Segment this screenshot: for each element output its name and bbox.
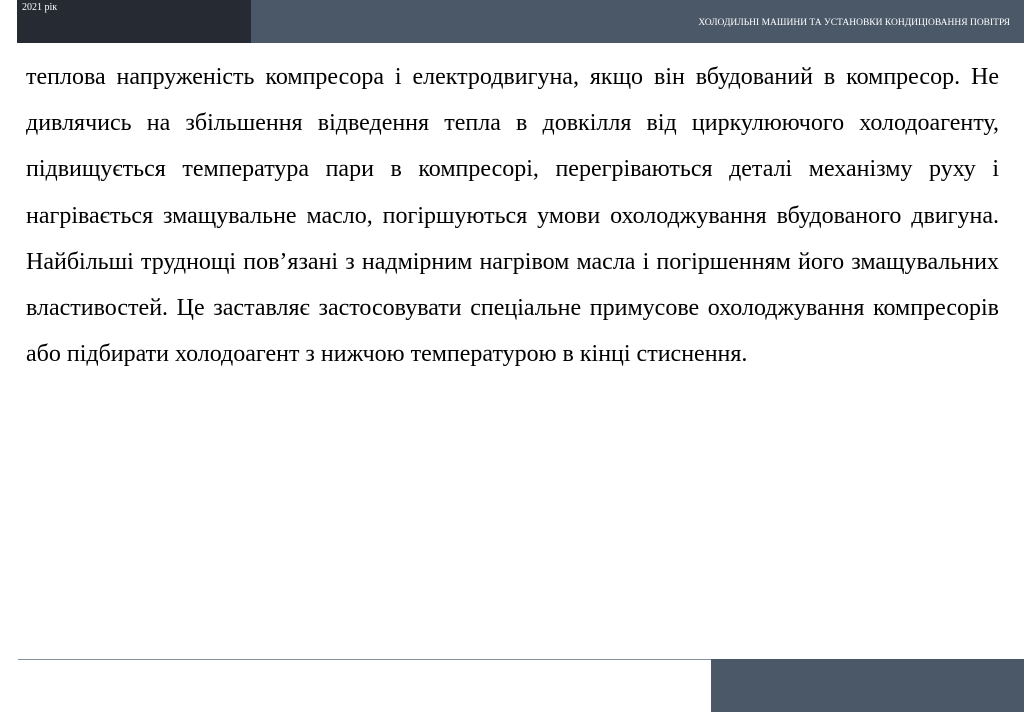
header-year: 2021 рік (22, 2, 58, 13)
body-paragraph: теплова напруженість компресора і електродвигуна, якщо він вбудований в компресор. Не дивлячись на збільшення відведення тепла в довкілля від циркулюючого холодоагенту, підвищується температура пари в компресорі, перегріваються деталі механізму руху і нагрівається змащувальне масло, погіршуються умови охолоджування вбудованого двигуна. Найбільші труднощі пов’язані з надмірним нагрівом масла і погіршенням його змащувальних властивостей. Це заставляє застосовувати спеціальне примусове охолоджування компресорів або підбирати холодоагент з нижчою температурою в кінці стиснення. (26, 64, 999, 368)
header-title-block (251, 0, 1024, 43)
footer-block (711, 659, 1024, 712)
header-title: ХОЛОДИЛЬНІ МАШИНИ ТА УСТАНОВКИ КОНДИЦІОВАННЯ ПОВІТРЯ (698, 18, 1010, 28)
header-year-block (17, 0, 251, 43)
footer-divider (18, 659, 712, 660)
